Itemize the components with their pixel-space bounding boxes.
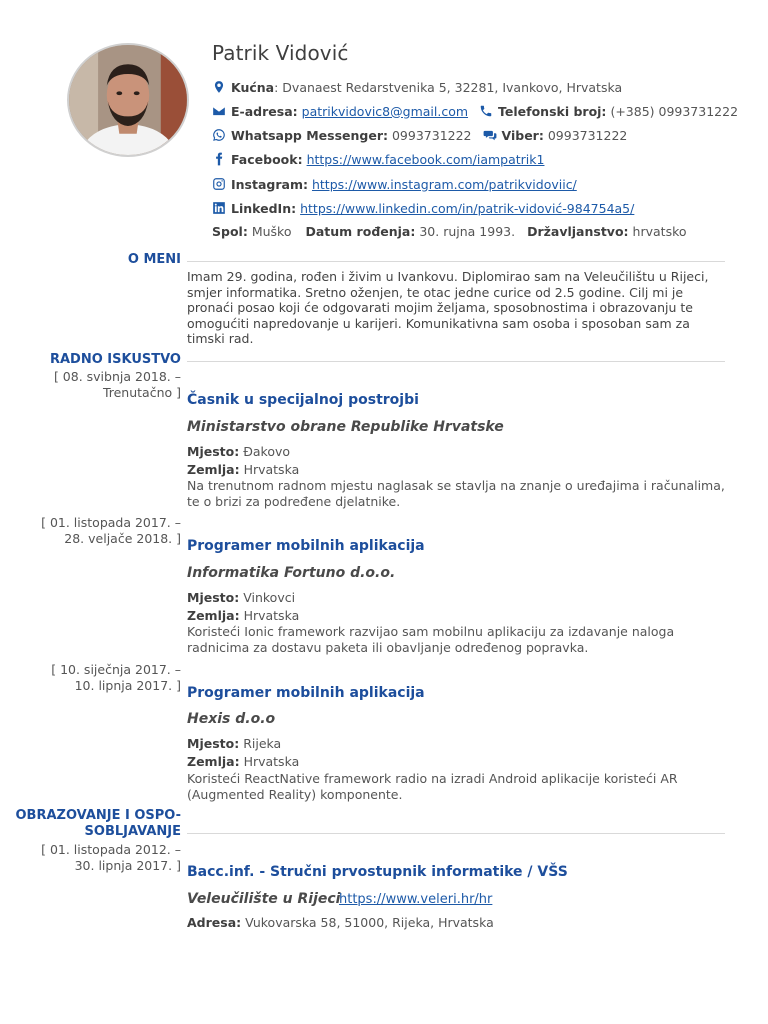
education-website-link[interactable]: https://www.veleri.hr/hr bbox=[339, 892, 493, 907]
facebook-icon bbox=[211, 151, 227, 167]
job-date-end: 10. lipnja 2017. ] bbox=[74, 677, 181, 693]
job-country-value: Hrvatska bbox=[243, 754, 300, 769]
gender-value: Muško bbox=[251, 224, 292, 239]
job-date-start: [ 01. listopada 2017. – bbox=[41, 515, 181, 530]
address-value: : Dvanaest Redarstvenika 5, 32281, Ivankovo, Hrvatska bbox=[274, 79, 623, 95]
personal-details-row bbox=[212, 224, 687, 239]
address-label: Kućna bbox=[231, 79, 275, 95]
gender-label: Spol: bbox=[212, 224, 248, 239]
location-pin-icon bbox=[211, 79, 227, 95]
job-place bbox=[187, 590, 295, 606]
job-description: Na trenutnom radnom mjestu naglasak se stavlja na znanje o uređajima i računalima, te o brizi za podređene djelatnike. bbox=[187, 478, 725, 509]
education-divider bbox=[187, 833, 725, 834]
whatsapp-icon bbox=[211, 127, 227, 143]
viber-label: Viber: bbox=[501, 127, 544, 143]
profile-photo-illustration bbox=[69, 45, 187, 155]
education-address-value: Vukovarska 58, 51000, Rijeka, Hrvatska bbox=[245, 915, 494, 930]
job-employer: Informatika Fortuno d.o.o. bbox=[187, 565, 396, 581]
job-country-label: Zemlja: bbox=[187, 754, 240, 769]
education-degree: Bacc.inf. - Stručni prvostupnik informatike / VŠS bbox=[187, 864, 568, 880]
job-place-label: Mjesto: bbox=[187, 590, 240, 605]
education-date-start: [ 01. listopada 2012. – bbox=[41, 842, 181, 857]
envelope-icon bbox=[211, 103, 227, 119]
experience-divider bbox=[187, 361, 725, 362]
job-country-label: Zemlja: bbox=[187, 608, 240, 623]
about-divider bbox=[187, 261, 725, 262]
job-country bbox=[187, 608, 299, 624]
education-title-line2: SOBLJAVANJE bbox=[84, 824, 181, 839]
viber-group bbox=[482, 127, 628, 143]
job-employer: Hexis d.o.o bbox=[187, 711, 276, 727]
job-place-value: Rijeka bbox=[243, 736, 282, 751]
job-country bbox=[187, 754, 299, 770]
facebook-row bbox=[211, 151, 544, 167]
viber-icon bbox=[482, 127, 498, 143]
citizenship-value: hrvatsko bbox=[632, 224, 687, 239]
education-date-end: 30. lipnja 2017. ] bbox=[74, 857, 181, 873]
job-place-label: Mjesto: bbox=[187, 736, 240, 751]
email-link[interactable]: patrikvidovic8@gmail.com bbox=[301, 103, 469, 119]
job-country-value: Hrvatska bbox=[243, 608, 300, 623]
whatsapp-value: 0993731222 bbox=[391, 127, 472, 143]
education-section-title bbox=[15, 808, 181, 840]
job-date-start: [ 10. siječnja 2017. – bbox=[51, 662, 181, 677]
job-date-range bbox=[41, 515, 181, 546]
instagram-link[interactable]: https://www.instagram.com/patrikvidoviic/ bbox=[311, 176, 577, 192]
facebook-label: Facebook: bbox=[231, 151, 303, 167]
instagram-icon bbox=[211, 176, 227, 192]
job-country bbox=[187, 462, 299, 478]
education-address bbox=[187, 915, 494, 931]
whatsapp-group bbox=[211, 127, 472, 143]
linkedin-label: LinkedIn: bbox=[231, 200, 297, 216]
viber-value: 0993731222 bbox=[547, 127, 628, 143]
job-place-label: Mjesto: bbox=[187, 444, 240, 459]
job-place bbox=[187, 736, 281, 752]
about-section-title: O MENI bbox=[127, 252, 181, 267]
citizenship-label: Državljanstvo: bbox=[527, 224, 629, 239]
instagram-label: Instagram: bbox=[231, 176, 308, 192]
linkedin-icon bbox=[211, 200, 227, 216]
job-employer: Ministarstvo obrane Republike Hrvatske bbox=[187, 419, 504, 435]
email-label: E-adresa: bbox=[231, 103, 298, 119]
phone-label: Telefonski broj: bbox=[498, 103, 607, 119]
full-name: Patrik Vidović bbox=[212, 41, 349, 65]
job-description: Koristeći Ionic framework razvijao sam mobilnu aplikaciju za izdavanje naloga radnicima za dostavu paketa ili obavljanje određenog popravka. bbox=[187, 624, 675, 655]
job-country-value: Hrvatska bbox=[243, 462, 300, 477]
dob-label: Datum rođenja: bbox=[305, 224, 416, 239]
job-date-end: 28. veljače 2018. ] bbox=[64, 530, 181, 546]
job-date-range bbox=[51, 662, 181, 693]
education-title-line1: OBRAZOVANJE I OSPO- bbox=[15, 808, 181, 823]
experience-section-title: RADNO ISKUSTVO bbox=[49, 352, 181, 367]
job-date-start: [ 08. svibnja 2018. – bbox=[53, 369, 181, 384]
address-row bbox=[211, 79, 622, 95]
job-place-value: Đakovo bbox=[243, 444, 291, 459]
instagram-row bbox=[211, 176, 577, 192]
job-place-value: Vinkovci bbox=[243, 590, 296, 605]
linkedin-link[interactable]: https://www.linkedin.com/in/patrik-vidović-984754a5/ bbox=[300, 200, 635, 216]
education-institution: Veleučilište u Rijeci bbox=[187, 891, 341, 907]
about-text: Imam 29. godina, rođen i živim u Ivankovu. Diplomirao sam na Veleučilištu u Rijeci, smjer informatika. Sretno oženjen, te otac jedne curice od 2.5 godine. Cilj mi je pronaći posao koji će odgovarati mojim željama, sposobnostima i obrazovanju te omogućiti napredovanje u karijeri. Komunikativna sam osoba i sposoban sam za timski rad. bbox=[187, 269, 709, 346]
dob-value: 30. rujna 1993. bbox=[419, 224, 516, 239]
education-address-label: Adresa: bbox=[187, 915, 242, 930]
phone-value: (+385) 0993731222 bbox=[610, 103, 739, 119]
job-title: Programer mobilnih aplikacija bbox=[187, 685, 425, 701]
job-date-end: Trenutačno ] bbox=[102, 384, 181, 400]
job-place bbox=[187, 444, 290, 460]
phone-icon bbox=[478, 103, 494, 119]
education-date-range bbox=[41, 842, 181, 873]
phone-group bbox=[478, 103, 738, 119]
facebook-link[interactable]: https://www.facebook.com/iampatrik1 bbox=[306, 151, 545, 167]
email-group bbox=[211, 103, 468, 119]
job-title: Časnik u specijalnoj postrojbi bbox=[187, 392, 419, 408]
email-phone-row bbox=[211, 103, 738, 119]
job-description: Koristeći ReactNative framework radio na izradi Android aplikacije koristeći AR (Augmented Reality) komponente. bbox=[187, 771, 678, 802]
job-country-label: Zemlja: bbox=[187, 462, 240, 477]
linkedin-row bbox=[211, 200, 634, 216]
messenger-row bbox=[211, 127, 627, 143]
whatsapp-label: Whatsapp Messenger: bbox=[231, 127, 388, 143]
job-title: Programer mobilnih aplikacija bbox=[187, 538, 425, 554]
job-date-range bbox=[54, 369, 181, 400]
profile-photo bbox=[67, 43, 189, 157]
